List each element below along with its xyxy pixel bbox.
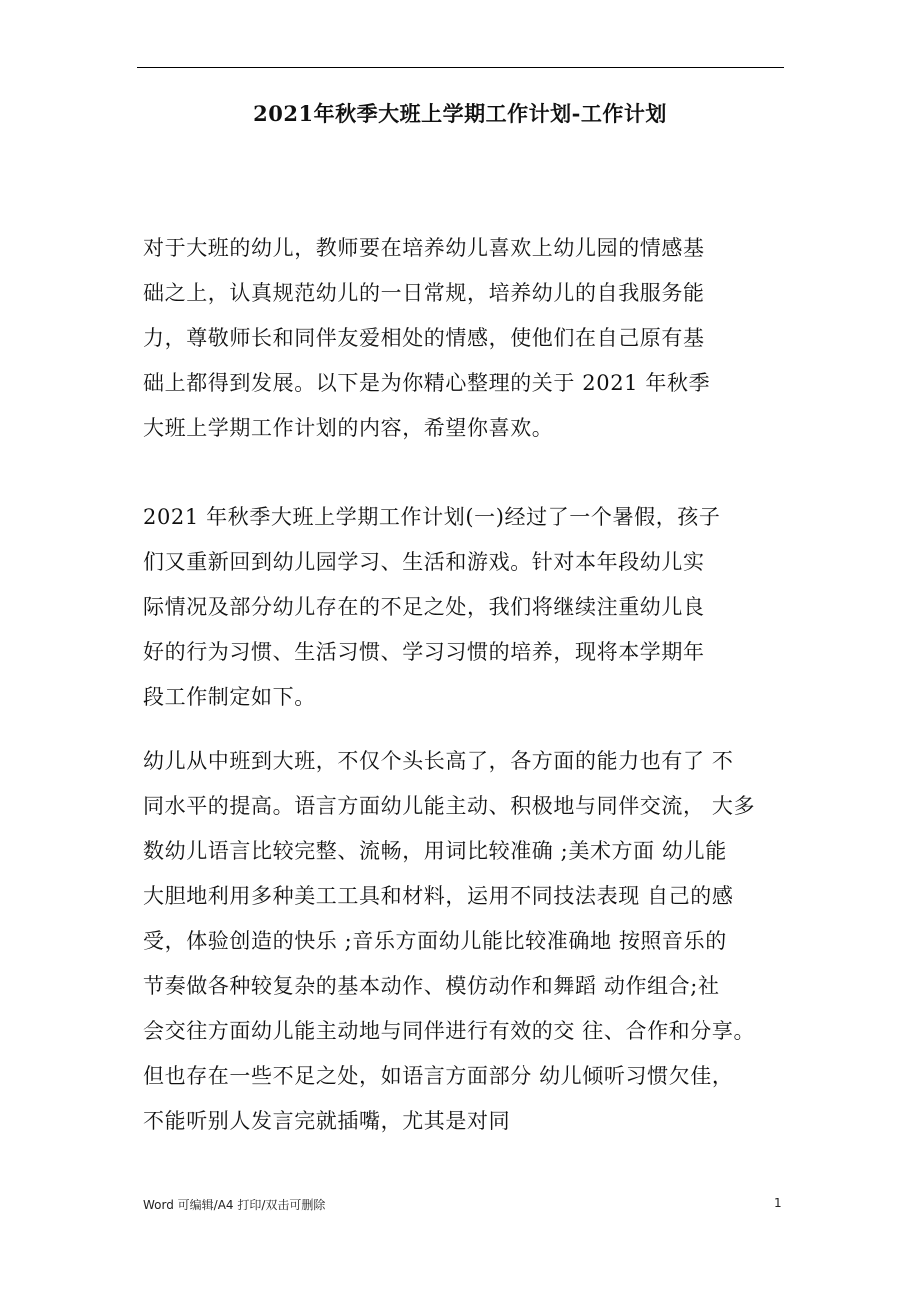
- text-line: 础上都得到发展。以下是为你精心整理的关于 2021 年秋季: [143, 371, 711, 395]
- text-line: 大胆地利用多种美工工具和材料，运用不同技法表现 自己的感: [143, 884, 734, 908]
- text-line: 们又重新回到幼儿园学习、生活和游戏。针对本年段幼儿实: [143, 550, 705, 574]
- page-number: 1: [774, 1196, 782, 1210]
- header-rule: [137, 67, 784, 68]
- text-line: 际情况及部分幼儿存在的不足之处，我们将继续注重幼儿良: [143, 595, 705, 619]
- text-line: 数幼儿语言比较完整、流畅，用词比较准确 ;美术方面 幼儿能: [143, 839, 727, 863]
- text-line: 不能听别人发言完就插嘴，尤其是对同: [143, 1109, 511, 1133]
- text-line: 2021 年秋季大班上学期工作计划(一)经过了一个暑假，孩子: [143, 505, 721, 529]
- text-line: 受，体验创造的快乐 ;音乐方面幼儿能比较准确地 按照音乐的: [143, 929, 727, 953]
- footer-note: Word 可编辑/A4 打印/双击可删除: [143, 1198, 326, 1212]
- paragraph-intro: [143, 226, 823, 451]
- paragraph-plan-one: [143, 495, 823, 720]
- text-line: 节奏做各种较复杂的基本动作、模仿动作和舞蹈 动作组合;社: [143, 974, 720, 998]
- paragraph-analysis: [143, 739, 823, 1144]
- text-line: 大班上学期工作计划的内容，希望你喜欢。: [143, 416, 554, 440]
- text-line: 会交往方面幼儿能主动地与同伴进行有效的交 往、合作和分享。: [143, 1019, 756, 1043]
- text-line: 段工作制定如下。: [143, 685, 316, 709]
- text-line: 幼儿从中班到大班，不仅个头长高了，各方面的能力也有了 不: [143, 749, 734, 773]
- text-line: 好的行为习惯、生活习惯、学习习惯的培养，现将本学期年: [143, 640, 705, 664]
- text-line: 但也存在一些不足之处，如语言方面部分 幼儿倾听习惯欠佳，: [143, 1064, 734, 1088]
- text-line: 础之上，认真规范幼儿的一日常规，培养幼儿的自我服务能: [143, 281, 705, 305]
- text-line: 力，尊敬师长和同伴友爱相处的情感，使他们在自己原有基: [143, 326, 705, 350]
- document-title: 2021年秋季大班上学期工作计划-工作计划: [253, 101, 667, 126]
- text-line: 同水平的提高。语言方面幼儿能主动、积极地与同伴交流， 大多: [143, 794, 756, 818]
- text-line: 对于大班的幼儿，教师要在培养幼儿喜欢上幼儿园的情感基: [143, 236, 705, 260]
